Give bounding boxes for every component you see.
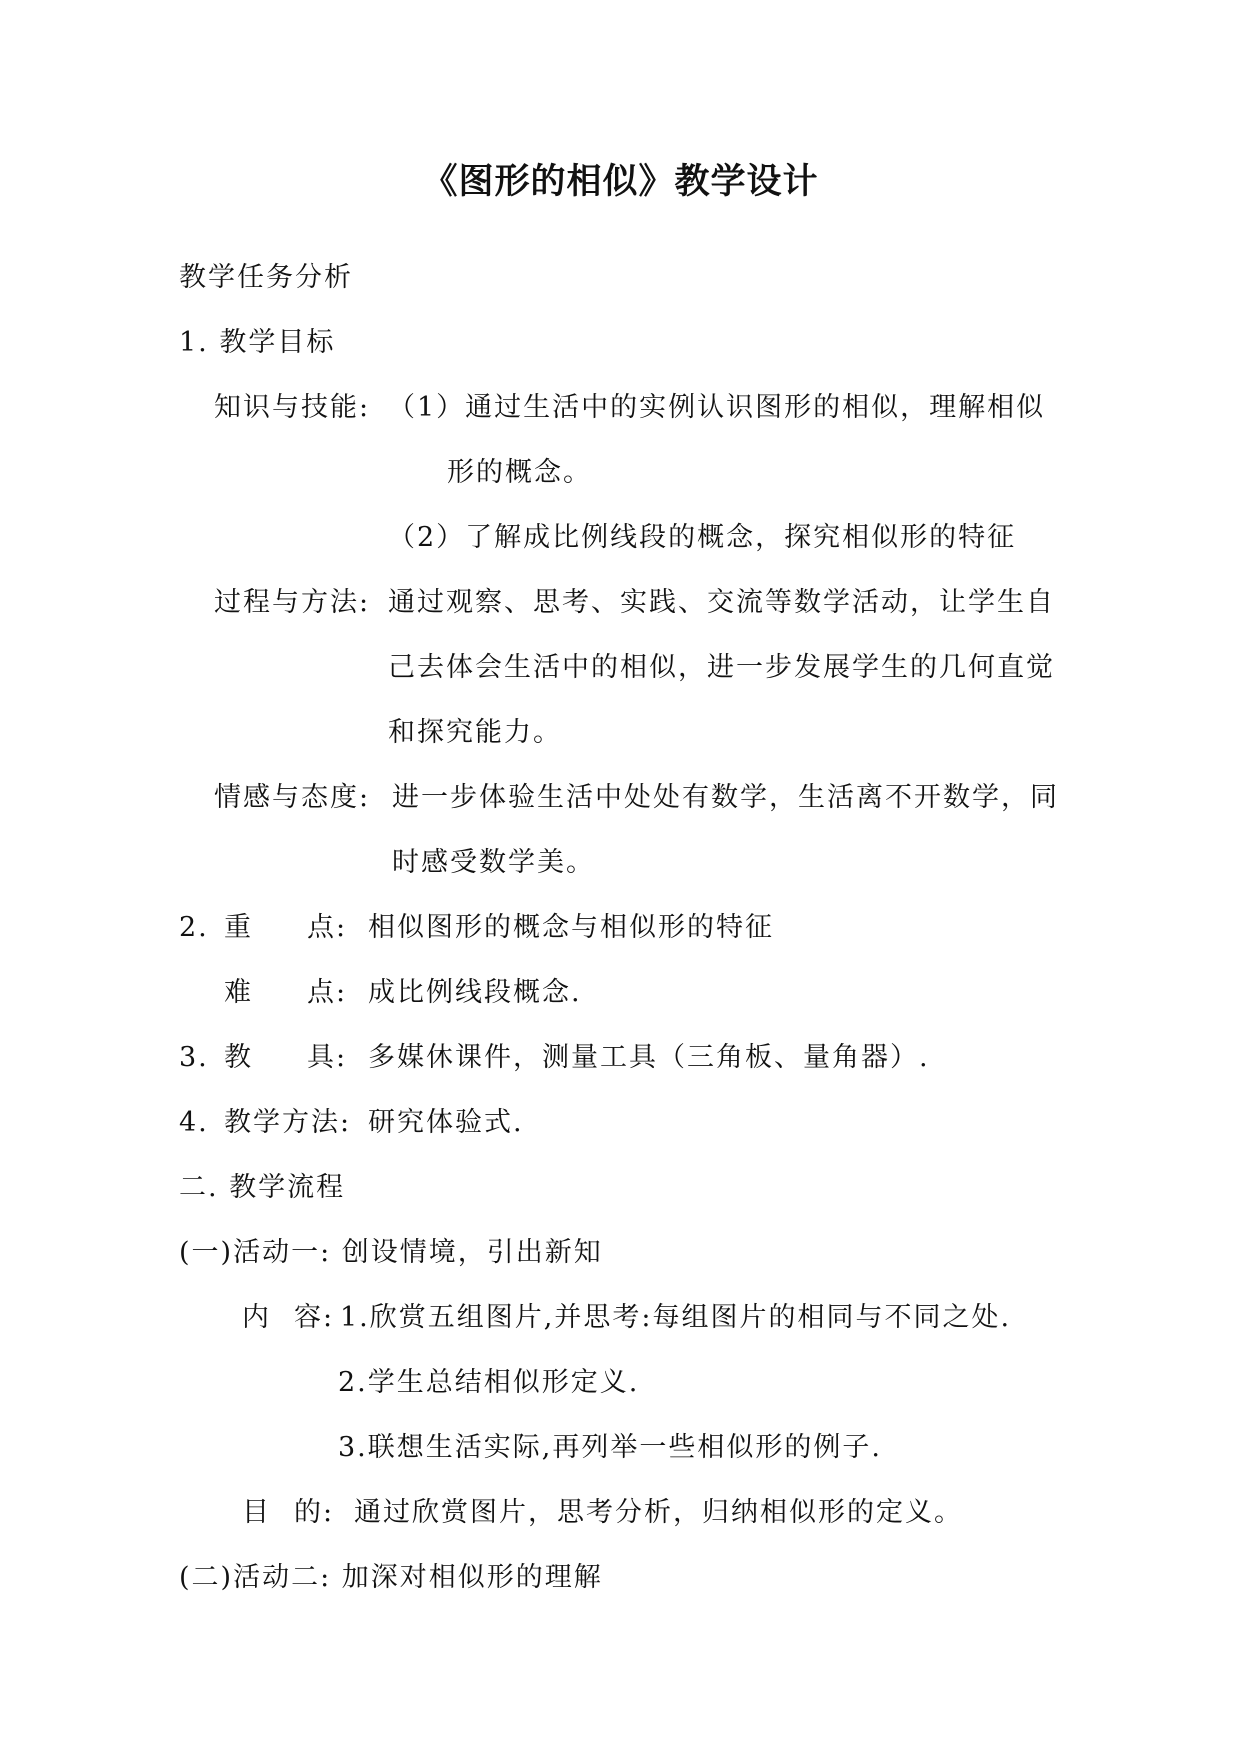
item-teaching-goals: 1. 教学目标: [179, 327, 336, 358]
purpose-text: 通过欣赏图片，思考分析，归纳相似形的定义。: [354, 1497, 963, 1528]
key-point-number: 2.: [179, 912, 209, 943]
knowledge-label: 知识与技能:: [214, 392, 371, 423]
method-text: 研究体验式.: [368, 1107, 524, 1138]
purpose-label-char1: 目: [242, 1497, 271, 1528]
difficulty-label-char2: 点:: [307, 977, 348, 1008]
process-label: 过程与方法:: [214, 587, 371, 618]
emotion-goal-b: 时感受数学美。: [392, 847, 595, 878]
content-item-3: 3.联想生活实际,再列举一些相似形的例子.: [338, 1432, 882, 1463]
method-number: 4.: [179, 1107, 209, 1138]
tools-number: 3.: [179, 1042, 209, 1073]
key-point-label-char2: 点:: [307, 912, 348, 943]
document-title: 《图形的相似》教学设计: [422, 161, 819, 202]
emotion-goal-a: 进一步体验生活中处处有数学，生活离不开数学，同: [392, 782, 1059, 813]
process-goal-c: 和探究能力。: [388, 717, 562, 748]
knowledge-goal-2: （2）了解成比例线段的概念，探究相似形的特征: [388, 522, 1017, 553]
activity-2-title: (二)活动二: 加深对相似形的理解: [179, 1562, 603, 1593]
activity-1-title: (一)活动一: 创设情境，引出新知: [179, 1237, 603, 1268]
process-goal-a: 通过观察、思考、实践、交流等数学活动，让学生自: [388, 587, 1055, 618]
method-label: 教学方法:: [224, 1107, 352, 1138]
knowledge-goal-1a: （1）通过生活中的实例认识图形的相似，理解相似: [388, 392, 1046, 423]
section-task-analysis: 教学任务分析: [179, 262, 353, 293]
knowledge-goal-1b: 形的概念。: [447, 457, 592, 488]
process-goal-b: 己去体会生活中的相似，进一步发展学生的几何直觉: [388, 652, 1055, 683]
difficulty-text: 成比例线段概念.: [368, 977, 582, 1008]
content-label-char2: 容:: [294, 1302, 335, 1333]
difficulty-label-char1: 难: [224, 977, 253, 1008]
tools-label-char2: 具:: [307, 1042, 348, 1073]
section-teaching-flow: 二. 教学流程: [179, 1172, 346, 1203]
content-label-char1: 内: [242, 1302, 271, 1333]
content-item-2: 2.学生总结相似形定义.: [338, 1367, 640, 1398]
content-item-1: 1.欣赏五组图片,并思考:每组图片的相同与不同之处.: [340, 1302, 1012, 1333]
tools-label-char1: 教: [224, 1042, 253, 1073]
purpose-label-char2: 的:: [294, 1497, 335, 1528]
tools-text: 多媒休课件，测量工具（三角板、量角器）.: [368, 1042, 930, 1073]
key-point-text: 相似图形的概念与相似形的特征: [368, 912, 774, 943]
key-point-label-char1: 重: [224, 912, 253, 943]
emotion-label: 情感与态度:: [214, 782, 371, 813]
